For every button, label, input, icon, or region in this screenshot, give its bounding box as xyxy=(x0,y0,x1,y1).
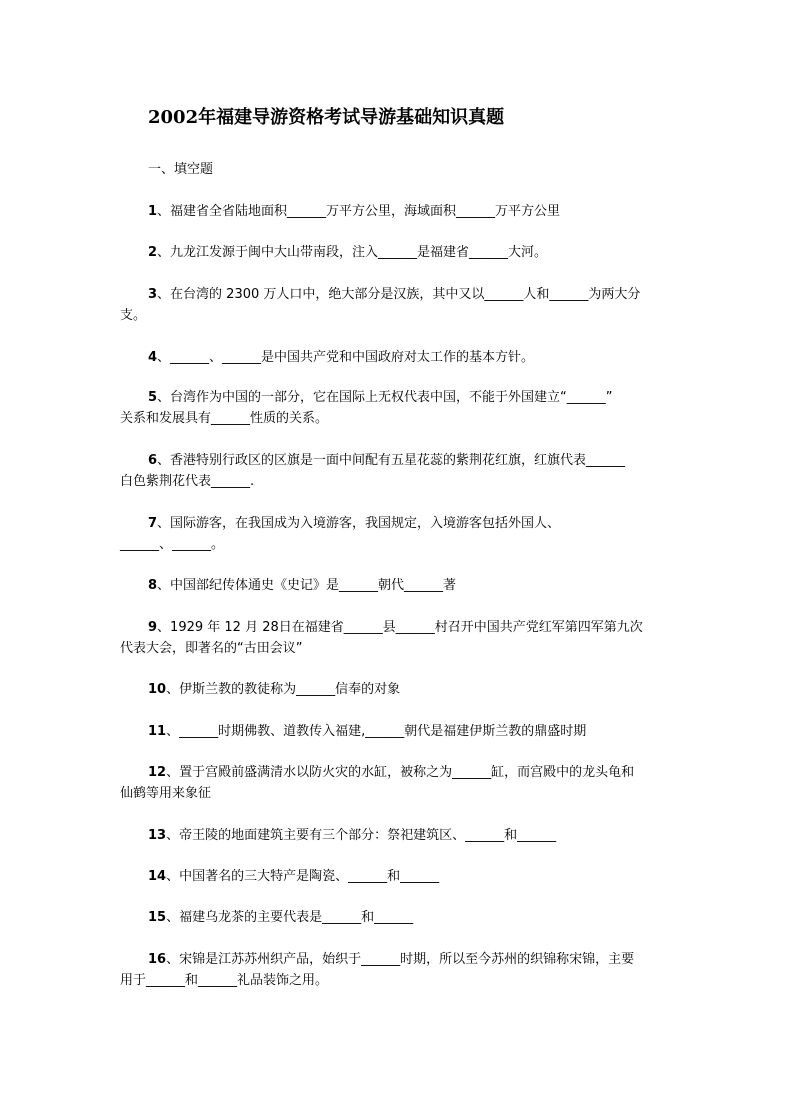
question-7 xyxy=(148,516,560,532)
question-text: 、中国部纪传体通史《史记》是______朝代______著 xyxy=(157,578,457,593)
question-text: 、帝王陵的地面建筑主要有三个部分：祭祀建筑区、______和______ xyxy=(166,828,557,843)
question-10 xyxy=(148,682,400,698)
question-5-continuation: 关系和发展具有______性质的关系。 xyxy=(120,411,329,426)
question-1 xyxy=(148,204,560,220)
question-number: 9 xyxy=(148,620,158,635)
section-heading: 一、填空题 xyxy=(148,162,214,177)
question-text: 、福建省全省陆地面积______万平方公里，海域面积______万平方公里 xyxy=(157,204,561,219)
question-text: 、置于宫殿前盛满清水以防火灾的水缸，被称之为______缸，而宫殿中的龙头龟和 xyxy=(166,765,635,780)
question-7-continuation: ______、______。 xyxy=(120,537,225,552)
question-text: 、香港特别行政区的区旗是一面中间配有五星花蕊的紫荆花红旗，红旗代表______ xyxy=(157,453,626,468)
question-number: 7 xyxy=(148,516,158,531)
question-text: 、福建乌龙茶的主要代表是______和______ xyxy=(166,910,414,925)
question-number: 16 xyxy=(148,952,167,967)
question-12-continuation: 仙鹤等用来象征 xyxy=(120,786,212,801)
question-16-continuation: 用于______和______礼品装饰之用。 xyxy=(120,973,329,988)
question-6 xyxy=(148,453,625,469)
question-number: 13 xyxy=(148,828,167,843)
question-16 xyxy=(148,952,634,968)
question-number: 11 xyxy=(148,724,167,739)
document-title: 2002年福建导游资格考试导游基础知识真题 xyxy=(148,107,505,128)
question-number: 4 xyxy=(148,350,158,365)
question-number: 15 xyxy=(148,910,167,925)
question-number: 1 xyxy=(148,204,158,219)
question-text: 、国际游客，在我国成为入境游客，我国规定，入境游客包括外国人、 xyxy=(157,516,561,531)
question-9 xyxy=(148,620,643,636)
question-2 xyxy=(148,245,547,261)
question-3-continuation: 支。 xyxy=(120,308,147,323)
question-15 xyxy=(148,910,413,926)
question-number: 14 xyxy=(148,869,167,884)
question-text: 、1929 年 12 月 28日在福建省______县______村召开中国共产党红军第四军第九次 xyxy=(157,620,643,635)
question-number: 5 xyxy=(148,390,158,405)
question-13 xyxy=(148,828,556,844)
question-text: 、中国著名的三大特产是陶瓷、______和______ xyxy=(166,869,440,884)
question-11 xyxy=(148,724,586,740)
question-8 xyxy=(148,578,456,594)
question-5 xyxy=(148,390,613,406)
question-12 xyxy=(148,765,634,781)
question-text: 、台湾作为中国的一部分，它在国际上无权代表中国，不能于外国建立“______” xyxy=(157,390,613,405)
question-3 xyxy=(148,287,640,303)
question-text: 、九龙江发源于闽中大山带南段，注入______是福建省______大河。 xyxy=(157,245,548,260)
question-text: 、在台湾的 2300 万人口中，绝大部分是汉族，其中又以______人和______为两大分 xyxy=(157,287,641,302)
question-9-continuation: 代表大会，即著名的“古田会议” xyxy=(120,641,303,656)
question-14 xyxy=(148,869,439,885)
question-text: 、______、______是中国共产党和中国政府对太工作的基本方针。 xyxy=(157,350,535,365)
question-number: 6 xyxy=(148,453,158,468)
question-text: 、______时期佛教、道教传入福建,______朝代是福建伊斯兰教的鼎盛时期 xyxy=(166,724,587,739)
question-number: 2 xyxy=(148,245,158,260)
question-text: 、宋锦是江苏苏州织产品，始织于______时期，所以至今苏州的织锦称宋锦，主要 xyxy=(166,952,635,967)
question-text: 、伊斯兰教的教徒称为______信奉的对象 xyxy=(166,682,401,697)
question-number: 12 xyxy=(148,765,167,780)
question-number: 8 xyxy=(148,578,158,593)
question-number: 10 xyxy=(148,682,167,697)
question-number: 3 xyxy=(148,287,158,302)
question-6-continuation: 白色紫荆花代表______. xyxy=(120,474,255,489)
question-4 xyxy=(148,350,534,366)
